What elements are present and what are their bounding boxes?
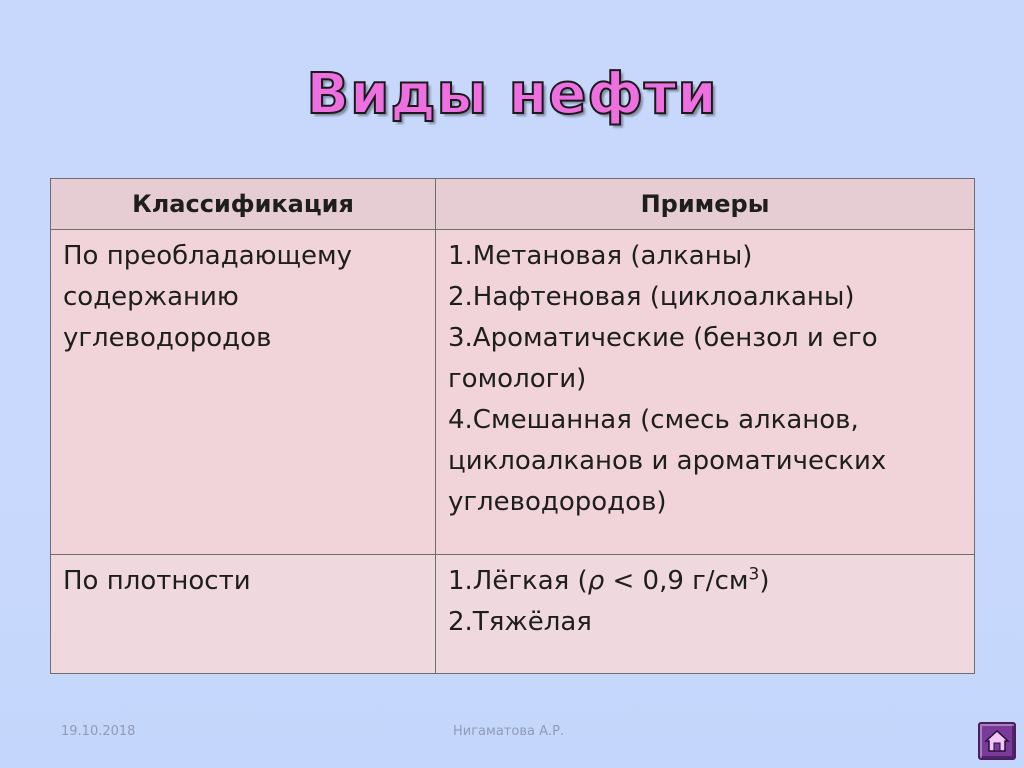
example-line: углеводородов) bbox=[448, 487, 667, 517]
oil-types-table bbox=[50, 178, 975, 674]
example-line-light-oil bbox=[448, 561, 964, 602]
column-header-examples: Примеры bbox=[436, 179, 975, 230]
table-header-row bbox=[51, 179, 975, 230]
footer-author: Нигаматова А.Р. bbox=[453, 724, 565, 739]
classification-cell bbox=[51, 555, 436, 674]
oil-types-table-container bbox=[50, 178, 974, 674]
home-button[interactable] bbox=[978, 722, 1016, 760]
example-line: 2.Нафтеновая (циклоалканы) bbox=[448, 282, 855, 312]
footer-date: 19.10.2018 bbox=[61, 724, 136, 739]
cubic-superscript: 3 bbox=[748, 564, 760, 585]
example-line: 3.Ароматические (бензол и его bbox=[448, 323, 878, 353]
cell-text-line: содержанию bbox=[63, 282, 239, 312]
example-line: циклоалканов и ароматических bbox=[448, 446, 887, 476]
column-header-classification: Классификация bbox=[51, 179, 436, 230]
example-line: гомологи) bbox=[448, 364, 587, 394]
density-symbol: ρ bbox=[587, 566, 605, 596]
table-row bbox=[51, 555, 975, 674]
cell-text-line: По плотности bbox=[63, 566, 251, 596]
slide-title: Виды нефти bbox=[306, 62, 718, 127]
light-oil-prefix: 1.Лёгкая ( bbox=[448, 566, 588, 596]
classification-cell bbox=[51, 230, 436, 555]
example-line: 4.Смешанная (смесь алканов, bbox=[448, 405, 859, 435]
example-line: 1.Метановая (алканы) bbox=[448, 241, 753, 271]
examples-cell bbox=[436, 230, 975, 555]
cell-text-line: углеводородов bbox=[63, 323, 272, 353]
example-line: 2.Тяжёлая bbox=[448, 607, 592, 637]
table-row bbox=[51, 230, 975, 555]
examples-cell bbox=[436, 555, 975, 674]
cell-text-line: По преобладающему bbox=[63, 241, 352, 271]
light-oil-condition: < 0,9 г/см bbox=[604, 566, 749, 596]
home-icon bbox=[984, 728, 1010, 754]
light-oil-suffix: ) bbox=[759, 566, 770, 596]
